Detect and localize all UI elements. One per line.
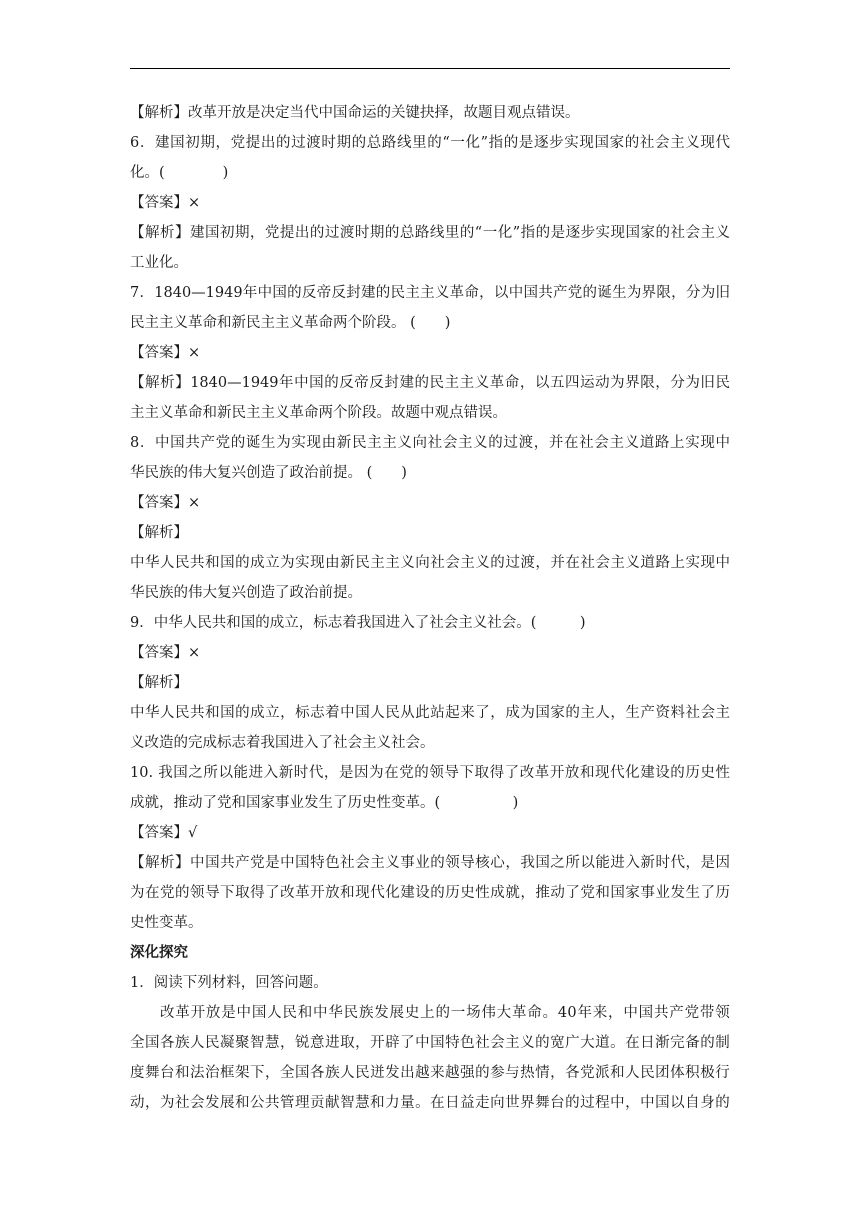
passage-line: 动，为社会发展和公共管理贡献智慧和力量。在日益走向世界舞台的过程中，中国以自身的 <box>130 1095 730 1111</box>
text-line: 中华人民共和国的成立为实现由新民主主义向社会主义的过渡，并在社会主义道路上实现中 <box>130 555 730 571</box>
document-body <box>130 98 730 1118</box>
text-line: 中华人民共和国的成立，标志着中国人民从此站起来了，成为国家的主人，生产资料社会主 <box>130 705 730 721</box>
text-line: 主主义革命和新民主主义革命两个阶段。故题中观点错误。 <box>130 405 507 421</box>
answer-line: 【答案】× <box>130 195 201 211</box>
question-line: 1．阅读下列材料，回答问题。 <box>130 975 328 991</box>
text-line: 【解析】改革开放是决定当代中国命运的关键抉择，故题目观点错误。 <box>130 105 580 121</box>
text-line: 化。( ) <box>130 165 229 181</box>
text-line: 华民族的伟大复兴创造了政治前提。 <box>130 585 362 601</box>
answer-line: 【答案】√ <box>130 825 198 841</box>
passage-line: 度舞台和法治框架下，全国各族人民迸发出越来越强的参与热情，各党派和人民团体积极行 <box>130 1065 730 1081</box>
text-line: 8．中国共产党的诞生为实现由新民主主义向社会主义的过渡，并在社会主义道路上实现中 <box>130 435 730 451</box>
text-line: 【解析】建国初期，党提出的过渡时期的总路线里的“一化”指的是逐步实现国家的社会主义 <box>130 225 730 241</box>
text-line: 【解析】中国共产党是中国特色社会主义事业的领导核心，我国之所以能进入新时代，是因 <box>130 855 730 871</box>
section-heading: 深化探究 <box>130 945 188 961</box>
text-line: 成就，推动了党和国家事业发生了历史性变革。( ) <box>130 795 519 811</box>
passage-line: 改革开放是中国人民和中华民族发展史上的一场伟大革命。40年来，中国共产党带领 <box>160 1005 730 1021</box>
passage-line: 全国各族人民凝聚智慧，锐意进取，开辟了中国特色社会主义的宽广大道。在日渐完备的制 <box>130 1035 730 1051</box>
header-rule <box>130 68 730 69</box>
text-line: 【解析】1840—1949年中国的反帝反封建的民主主义革命，以五四运动为界限，分为旧民 <box>130 375 730 391</box>
text-line: 民主主义革命和新民主主义革命两个阶段。 ( ) <box>130 315 451 331</box>
text-line: 史性变革。 <box>130 915 203 931</box>
text-line: 9．中华人民共和国的成立，标志着我国进入了社会主义社会。( ) <box>130 615 586 631</box>
text-line: 为在党的领导下取得了改革开放和现代化建设的历史性成就，推动了党和国家事业发生了历 <box>130 885 730 901</box>
analysis-label: 【解析】 <box>130 675 188 691</box>
answer-line: 【答案】× <box>130 495 201 511</box>
text-line: 工业化。 <box>130 255 188 271</box>
answer-line: 【答案】× <box>130 345 201 361</box>
text-line: 义改造的完成标志着我国进入了社会主义社会。 <box>130 735 435 751</box>
answer-line: 【答案】× <box>130 645 201 661</box>
analysis-label: 【解析】 <box>130 525 188 541</box>
text-line: 7．1840—1949年中国的反帝反封建的民主主义革命，以中国共产党的诞生为界限，分为旧 <box>130 285 730 301</box>
text-line: 华民族的伟大复兴创造了政治前提。 ( ) <box>130 465 407 481</box>
text-line: 6．建国初期，党提出的过渡时期的总路线里的“一化”指的是逐步实现国家的社会主义现代 <box>130 135 730 151</box>
text-line: 10. 我国之所以能进入新时代，是因为在党的领导下取得了改革开放和现代化建设的历史性 <box>130 765 730 781</box>
reading-passage <box>130 998 730 1118</box>
